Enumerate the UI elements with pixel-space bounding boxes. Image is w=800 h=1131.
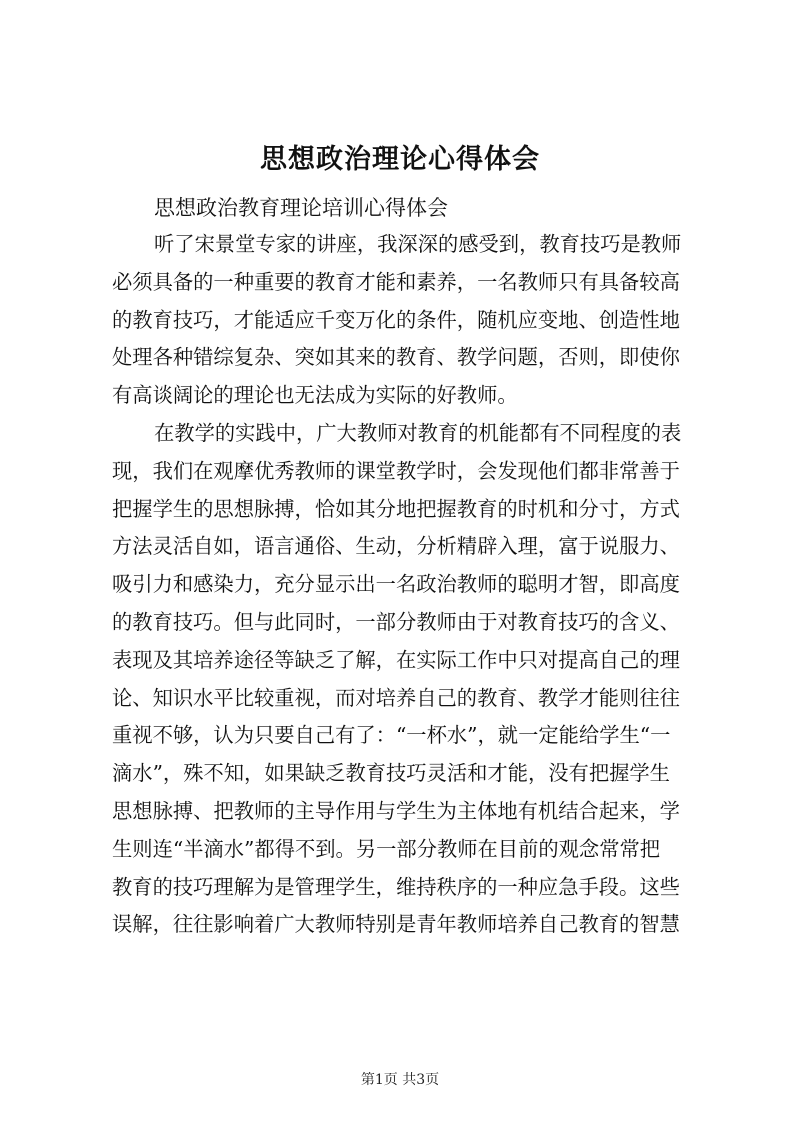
document-title: 思想政治理论心得体会 — [260, 144, 540, 175]
paragraph-line: 必须具备的一种重要的教育才能和素养，一名教师只有具备较高 — [112, 269, 680, 294]
paragraph-line: 的教育技巧，才能适应千变万化的条件，随机应变地、创造性地 — [112, 307, 680, 332]
paragraph-line: 吸引力和感染力，充分显示出一名政治教师的聪明才智，即高度 — [112, 572, 680, 597]
paragraph-line: 思想脉搏、把教师的主导作用与学生为主体地有机结合起来，学 — [112, 798, 680, 823]
document-subtitle: 思想政治教育理论培训心得体会 — [154, 196, 448, 220]
paragraph-line: 滴水”，殊不知，如果缺乏教育技巧灵活和才能，没有把握学生 — [112, 761, 670, 786]
paragraph-line: 重视不够，认为只要自己有了：“一杯水”，就一定能给学生“一 — [112, 723, 671, 748]
paragraph-line: 的教育技巧。但与此同时，一部分教师由于对教育技巧的含义、 — [112, 609, 680, 634]
paragraph-line: 处理各种错综复杂、突如其来的教育、教学问题，否则，即使你 — [112, 345, 680, 370]
paragraph-line: 听了宋景堂专家的讲座，我深深的感受到，教育技巧是教师 — [154, 232, 682, 256]
paragraph-line: 表现及其培养途径等缺乏了解，在实际工作中只对提高自己的理 — [112, 647, 680, 672]
paragraph-line: 教育的技巧理解为是管理学生，维持秩序的一种应急手段。这些 — [112, 874, 680, 899]
paragraph-line: 有高谈阔论的理论也无法成为实际的好教师。 — [112, 383, 518, 408]
paragraph-line: 论、知识水平比较重视，而对培养自己的教育、教学才能则往往 — [112, 685, 680, 710]
paragraph-line: 方法灵活自如，语言通俗、生动，分析精辟入理，富于说服力、 — [112, 534, 680, 559]
page-number-footer: 第1页 共3页 — [360, 1072, 440, 1088]
paragraph-line: 生则连“半滴水”都得不到。另一部分教师在目前的观念常常把 — [112, 836, 661, 861]
paragraph-line: 在教学的实践中，广大教师对教育的机能都有不同程度的表 — [154, 421, 682, 445]
paragraph-line: 现，我们在观摩优秀教师的课堂教学时，会发现他们都非常善于 — [112, 458, 680, 483]
paragraph-line: 误解，往往影响着广大教师特别是青年教师培养自己教育的智慧 — [112, 912, 680, 937]
paragraph-line: 把握学生的思想脉搏，恰如其分地把握教育的时机和分寸，方式 — [112, 496, 680, 521]
paragraph-1 — [112, 226, 712, 415]
paragraph-2 — [112, 415, 712, 944]
